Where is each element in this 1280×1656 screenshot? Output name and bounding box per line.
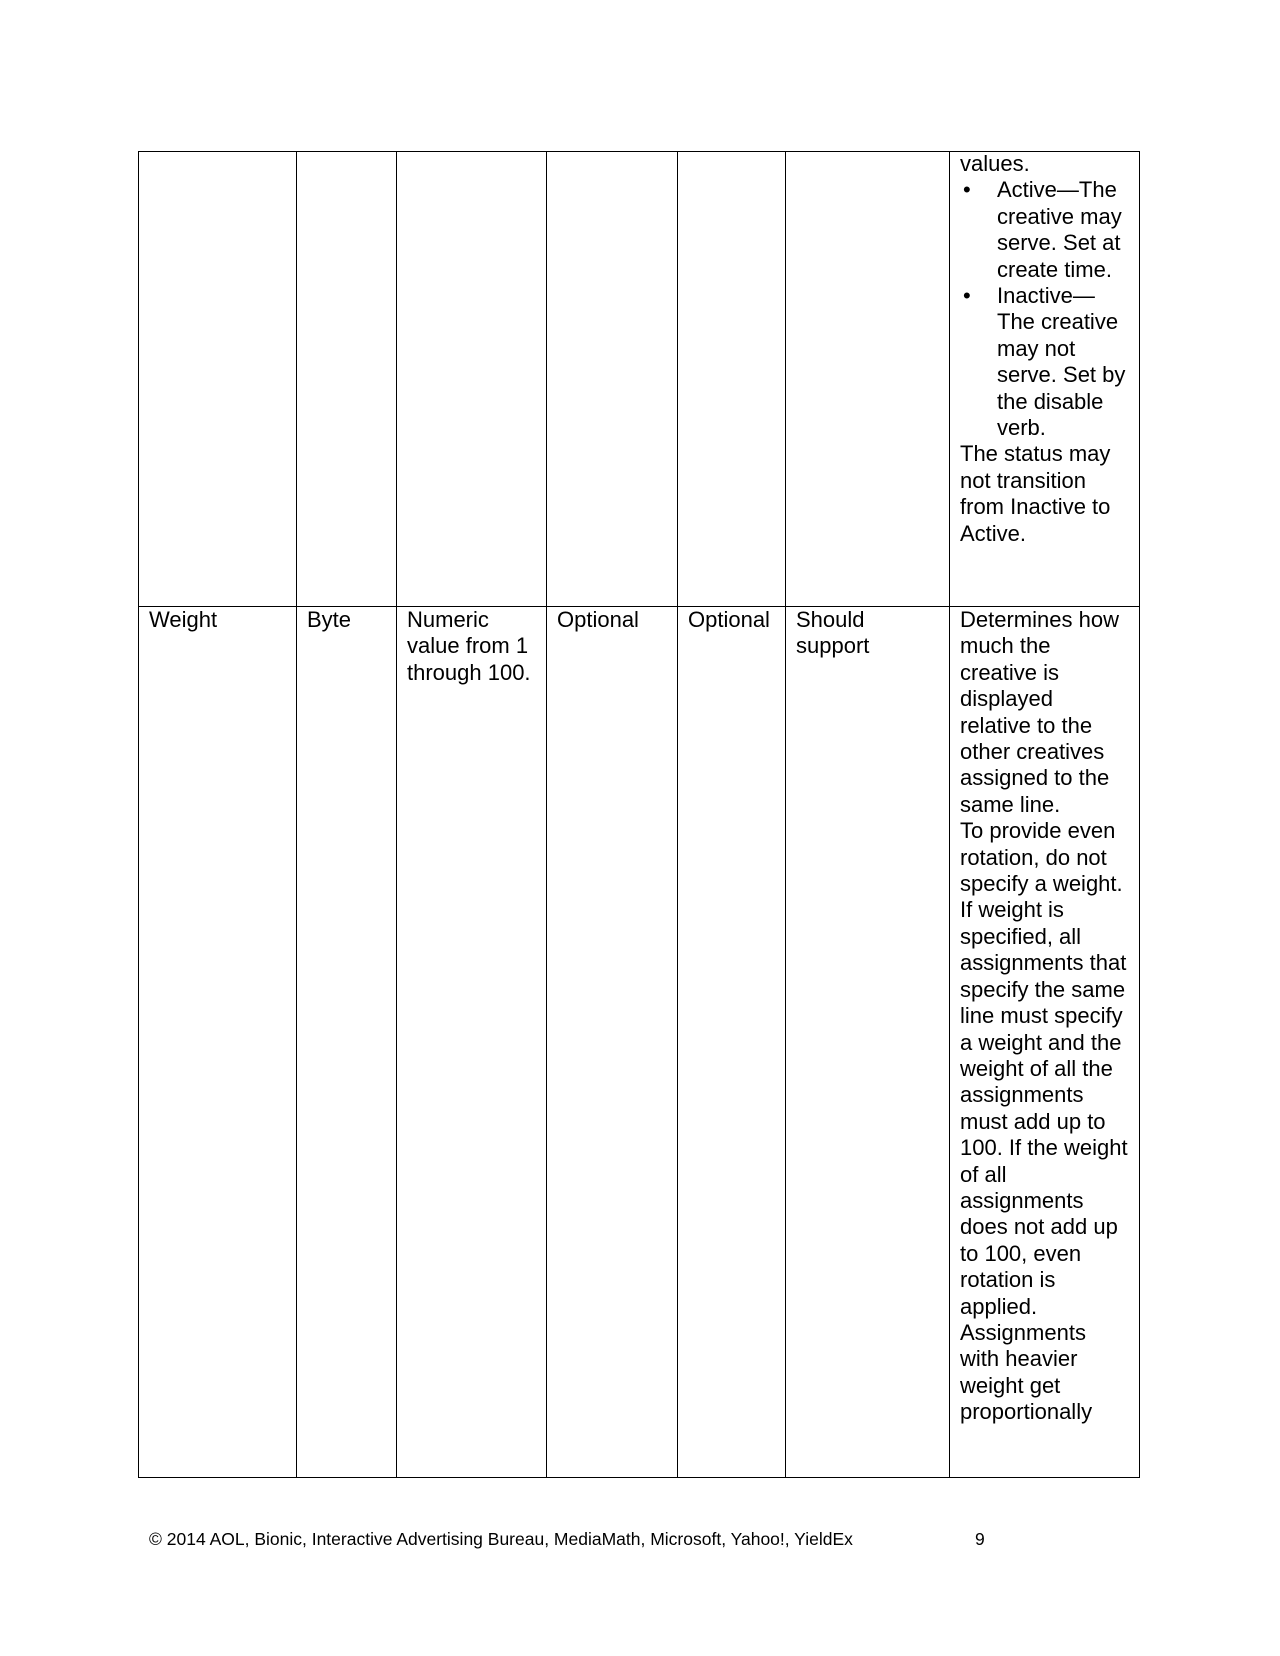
cell-col6-empty [786,152,950,607]
spec-table [138,151,1140,1478]
bullet-icon: • [963,177,971,203]
status-description-lead: values. [960,151,1030,176]
table-row-weight [139,607,1140,1478]
weight-description-paragraph: Determines how much the creative is displayed relative to the other creatives assigned to the same line. [960,607,1119,817]
status-description-note: The status may not transition from Inactive to Active. [960,441,1111,546]
cell-weight-description [950,607,1140,1478]
cell-col4: Optional [547,607,678,1478]
status-bullet-item [960,177,1129,283]
status-bullet-item [960,283,1129,441]
page-number: 9 [975,1529,985,1549]
status-bullet-text: Inactive—The creative may not serve. Set by the disable verb. [997,283,1126,441]
bullet-icon: • [963,283,971,309]
cell-col5-empty [678,152,786,607]
cell-status-description [950,152,1140,607]
cell-col4-empty [547,152,678,607]
cell-values: Numeric value from 1 through 100. [397,607,547,1478]
weight-description-paragraph: To provide even rotation, do not specify a weight. [960,818,1123,897]
weight-description-paragraph: Assignments with heavier weight get proportionally [960,1319,1093,1425]
status-bullet-list [960,177,1129,441]
cell-name-empty [139,152,297,607]
status-bullet-text: Active—The creative may serve. Set at create time. [997,177,1122,282]
footer-copyright: © 2014 AOL, Bionic, Interactive Advertising Bureau, MediaMath, Microsoft, Yahoo!, YieldEx [149,1529,853,1549]
cell-col5: Optional [678,607,786,1478]
cell-values-empty [397,152,547,607]
cell-name: Weight [139,607,297,1478]
weight-description-paragraph: If weight is specified, all assignments that specify the same line must specify a weight and the weight of all the assignments must add up to 100. If the weight of all assignments does not add up to 100, even rotation is applied. [960,897,1128,1319]
table-row-continued [139,152,1140,607]
cell-type: Byte [297,607,397,1478]
cell-col6: Should support [786,607,950,1478]
cell-type-empty [297,152,397,607]
